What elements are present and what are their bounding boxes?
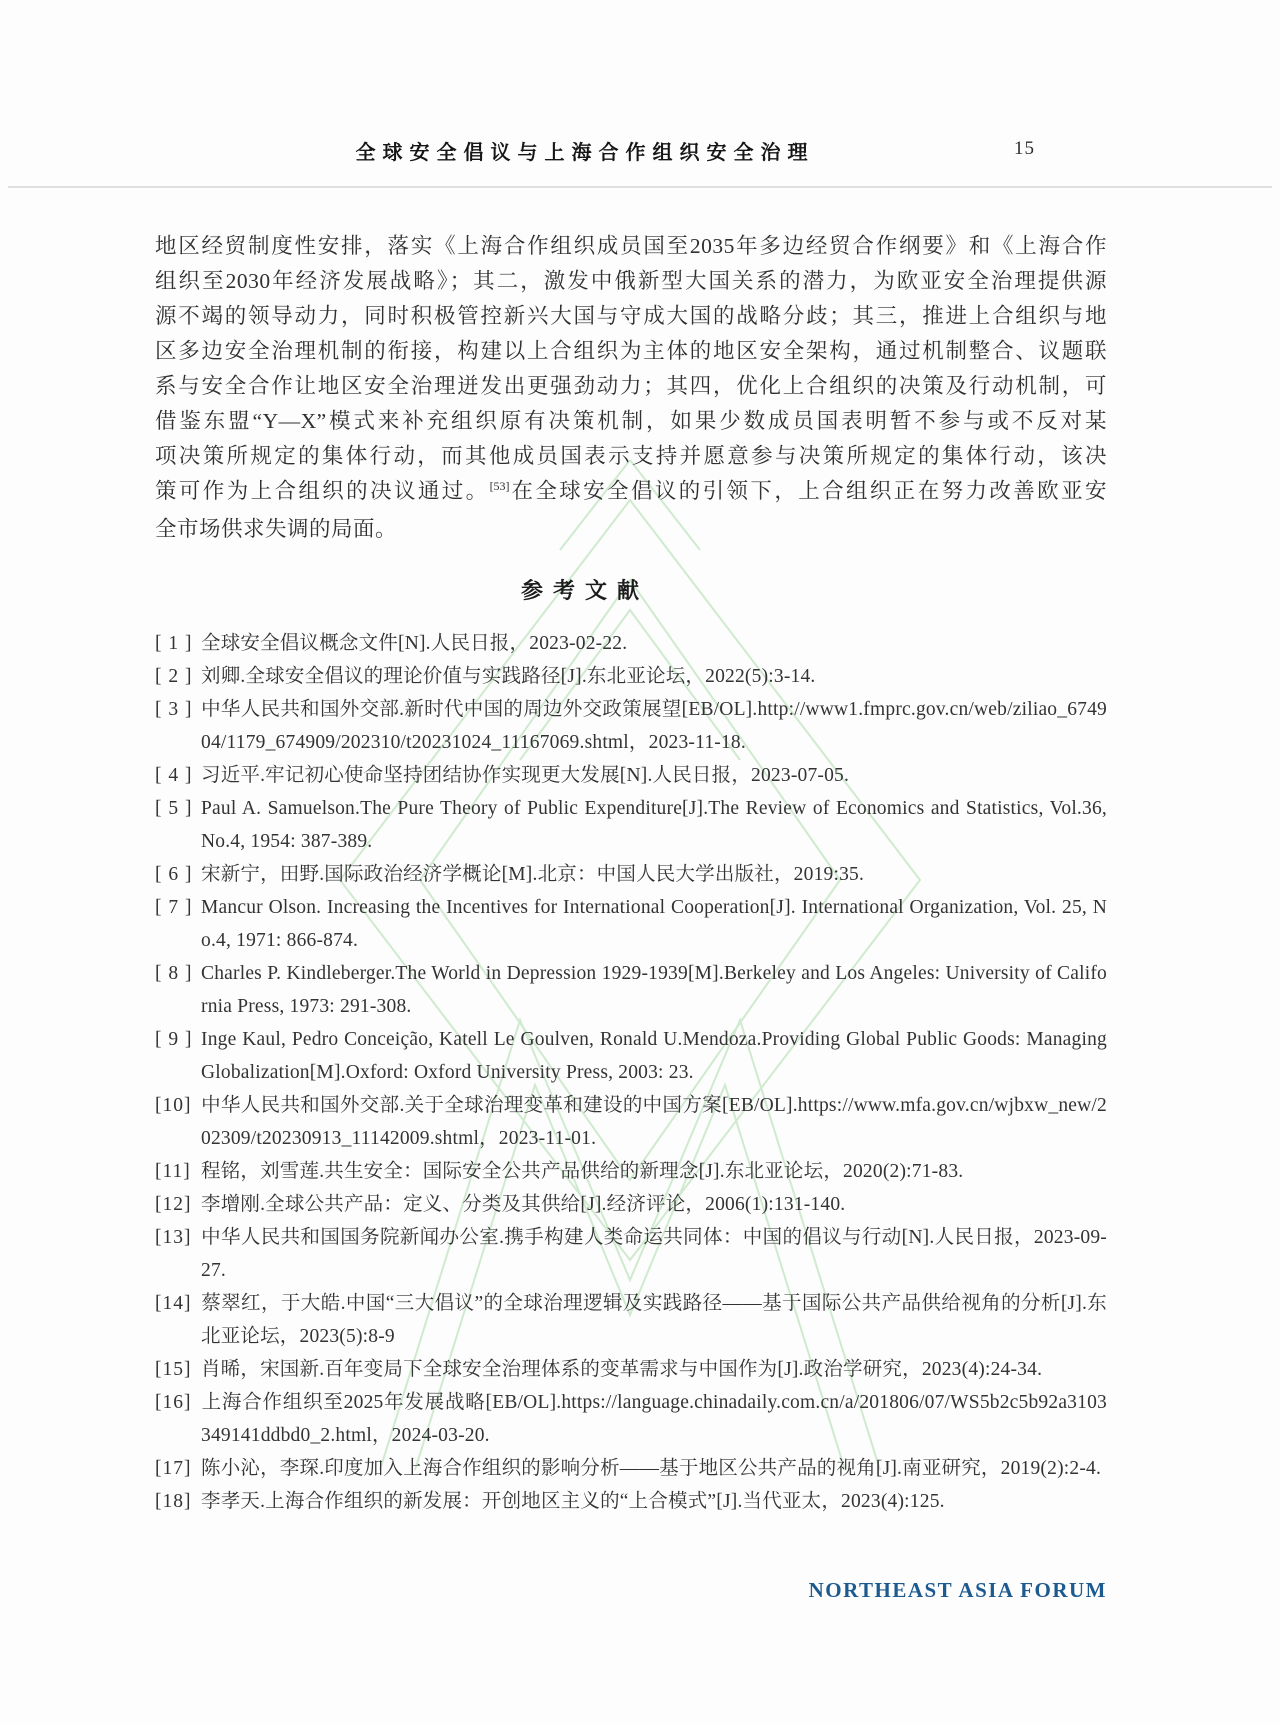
reference-number: [14] [155, 1293, 192, 1314]
reference-item [155, 627, 1107, 660]
reference-number: [16] [155, 1392, 192, 1413]
header-divider [8, 186, 1272, 188]
reference-number: [17] [155, 1458, 192, 1479]
references-list [155, 627, 1107, 1518]
reference-text: 中华人民共和国国务院新闻办公室.携手构建人类命运共同体：中国的倡议与行动[N].人民日报，2023-09-27. [201, 1227, 1107, 1281]
reference-item [155, 759, 1107, 792]
reference-text: Inge Kaul, Pedro Conceição, Katell Le Goulven, Ronald U.Mendoza.Providing Global Public Goods: Managing Globalization[M].Oxford: Oxford University Press, 2003: 23. [201, 1029, 1107, 1083]
reference-item [155, 858, 1107, 891]
reference-text: 李增刚.全球公共产品：定义、分类及其供给[J].经济评论，2006(1):131-140. [201, 1194, 846, 1215]
reference-item [155, 1287, 1107, 1353]
reference-text: Paul A. Samuelson.The Pure Theory of Public Expenditure[J].The Review of Economics and Statistics, Vol.36, No.4, 1954: 387-389. [201, 798, 1107, 852]
reference-item [155, 1023, 1107, 1089]
journal-name-footer: NORTHEAST ASIA FORUM [808, 1578, 1107, 1602]
reference-number: [ 2 ] [155, 666, 193, 687]
reference-text: Mancur Olson. Increasing the Incentives for International Cooperation[J]. International Organization, Vol. 25, No.4, 1971: 866-874. [201, 897, 1107, 951]
reference-item [155, 1188, 1107, 1221]
body-paragraph [155, 229, 1107, 547]
paragraph-line: 系与安全合作让地区安全治理迸发出更强劲动力；其四，优化上合组织的决策及行动机制，可 [155, 374, 1107, 398]
reference-item [155, 1155, 1107, 1188]
paragraph-text: 策可作为上合组织的决议通过。 [155, 479, 490, 503]
reference-item [155, 891, 1107, 957]
reference-item [155, 1452, 1107, 1485]
reference-text: 上海合作组织至2025年发展战略[EB/OL].https://language.chinadaily.com.cn/a/201806/07/WS5b2c5b92a3103349141ddbd0_2.html，2024-03-20. [201, 1392, 1107, 1446]
page-number: 15 [1014, 138, 1035, 159]
reference-number: [ 8 ] [155, 963, 193, 984]
reference-number: [ 5 ] [155, 798, 193, 819]
reference-item [155, 1089, 1107, 1155]
paragraph-line: 源不竭的领导动力，同时积极管控新兴大国与守成大国的战略分歧；其三，推进上合组织与地 [155, 304, 1107, 328]
reference-item [155, 1485, 1107, 1518]
paragraph-line: 借鉴东盟“Y—X”模式来补充组织原有决策机制，如果少数成员国表明暂不参与或不反对某 [155, 409, 1107, 433]
reference-number: [ 1 ] [155, 633, 193, 654]
reference-text: 中华人民共和国外交部.新时代中国的周边外交政策展望[EB/OL].http://www1.fmprc.gov.cn/web/ziliao_674904/1179_674909/202310/t20231024_11167069.shtml，2023-11-18. [201, 699, 1107, 753]
running-head-title: 全球安全倡议与上海合作组织安全治理 [355, 142, 815, 164]
reference-item [155, 957, 1107, 1023]
paragraph-text: 在全球安全倡议的引领下，上合组织正在努力改善欧亚安 [509, 479, 1107, 503]
reference-text: 肖晞，宋国新.百年变局下全球安全治理体系的变革需求与中国作为[J].政治学研究，2023(4):24-34. [201, 1359, 1043, 1380]
reference-text: 蔡翠红，于大皓.中国“三大倡议”的全球治理逻辑及实践路径——基于国际公共产品供给视角的分析[J].东北亚论坛，2023(5):8-9 [201, 1293, 1107, 1347]
reference-number: [18] [155, 1491, 192, 1512]
reference-number: [12] [155, 1194, 192, 1215]
references-heading: 参考文献 [520, 578, 649, 603]
reference-item [155, 1221, 1107, 1287]
reference-number: [ 9 ] [155, 1029, 193, 1050]
reference-item [155, 792, 1107, 858]
paragraph-line: 区多边安全治理机制的衔接，构建以上合组织为主体的地区安全架构，通过机制整合、议题联 [155, 339, 1107, 363]
reference-item [155, 1353, 1107, 1386]
footnote-marker: [53] [489, 479, 510, 493]
reference-text: 习近平.牢记初心使命坚持团结协作实现更大发展[N].人民日报，2023-07-05. [201, 765, 850, 786]
paragraph-last-line: 全市场供求失调的局面。 [155, 517, 398, 541]
reference-number: [ 7 ] [155, 897, 193, 918]
reference-text: 中华人民共和国外交部.关于全球治理变革和建设的中国方案[EB/OL].https://www.mfa.gov.cn/wjbxw_new/202309/t20230913_11142009.shtml，2023-11-01. [201, 1095, 1107, 1149]
reference-item [155, 693, 1107, 759]
reference-text: 李孝天.上海合作组织的新发展：开创地区主义的“上合模式”[J].当代亚太，2023(4):125. [201, 1491, 945, 1512]
paragraph-line: 地区经贸制度性安排，落实《上海合作组织成员国至2035年多边经贸合作纲要》和《上海合作 [155, 234, 1107, 258]
reference-text: 刘卿.全球安全倡议的理论价值与实践路径[J].东北亚论坛，2022(5):3-14. [201, 666, 816, 687]
reference-text: 宋新宁，田野.国际政治经济学概论[M].北京：中国人民大学出版社，2019:35. [201, 864, 865, 885]
paragraph-line-with-footnote [155, 474, 1107, 512]
reference-text: Charles P. Kindleberger.The World in Depression 1929-1939[M].Berkeley and Los Angeles: University of California Press, 1973: 291-308. [201, 963, 1107, 1017]
reference-item [155, 660, 1107, 693]
paragraph-line: 组织至2030年经济发展战略》；其二，激发中俄新型大国关系的潜力，为欧亚安全治理提供源 [155, 269, 1107, 293]
reference-number: [15] [155, 1359, 192, 1380]
reference-number: [11] [155, 1161, 191, 1182]
reference-text: 程铭，刘雪莲.共生安全：国际安全公共产品供给的新理念[J].东北亚论坛，2020(2):71-83. [201, 1161, 964, 1182]
reference-number: [ 6 ] [155, 864, 193, 885]
reference-item [155, 1386, 1107, 1452]
reference-text: 陈小沁，李琛.印度加入上海合作组织的影响分析——基于地区公共产品的视角[J].南亚研究，2019(2):2-4. [201, 1458, 1102, 1479]
reference-number: [ 4 ] [155, 765, 193, 786]
paragraph-line: 项决策所规定的集体行动，而其他成员国表示支持并愿意参与决策所规定的集体行动，该决 [155, 444, 1107, 468]
reference-number: [13] [155, 1227, 192, 1248]
reference-number: [ 3 ] [155, 699, 193, 720]
reference-number: [10] [155, 1095, 192, 1116]
reference-text: 全球安全倡议概念文件[N].人民日报，2023-02-22. [201, 633, 628, 654]
